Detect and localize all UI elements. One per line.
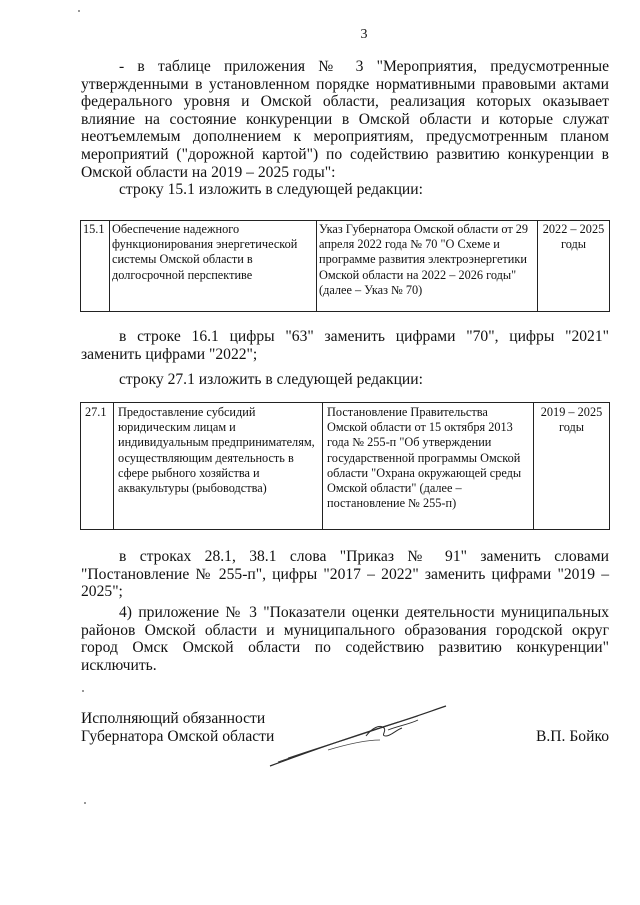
paragraph-row-15-1	[81, 181, 609, 199]
scan-speck	[78, 10, 80, 12]
paragraph-text: строку 15.1 изложить в следующей редакции:	[119, 181, 423, 198]
paragraph-row-27-1	[81, 371, 609, 389]
paragraph-text: строку 27.1 изложить в следующей редакции:	[119, 371, 423, 388]
table-row-27-1	[80, 402, 610, 530]
signatory-position	[81, 710, 274, 745]
row-number-cell: 15.1	[81, 221, 110, 312]
paragraph-table-appendix-3	[81, 58, 609, 181]
paragraph-text: в строках 28.1, 38.1 слова "Приказ № 91" заменить словами "Постановление № 255-п", цифры "2017 – 2022" заменить цифрами "2019 – 2025";	[81, 548, 609, 601]
paragraph-text: - в таблице приложения № 3 "Мероприятия, предусмотренные утвержденными в установленном порядке нормативными правовыми актами федерального уровня и Омской области, реализация которых оказывает влияние на состояние конкуренции в Омской области и которые служат неотъемлемым дополнением к мероприятиям, предусмотренным планом мероприятий ("дорожной картой") по содействию развитию конкуренции в Омской области на 2019 – 2025 годы":	[81, 58, 609, 181]
legal-act-cell: Указ Губернатора Омской области от 29 апреля 2022 года № 70 "О Схеме и программе развития электроэнергетики Омской области на 2022 – 2026 годы" (далее – Указ № 70)	[317, 221, 538, 312]
table-row	[81, 403, 610, 530]
row-number-cell: 27.1	[81, 403, 114, 530]
table-row-15-1	[80, 220, 610, 312]
event-cell: Обеспечение надежного функционирования энергетической системы Омской области в долгосрочной перспективе	[110, 221, 317, 312]
page-number: 3	[360, 27, 368, 42]
signatory-position-line: Исполняющий обязанности	[81, 710, 266, 727]
table-row	[81, 221, 610, 312]
paragraph-row-16-1	[81, 328, 609, 363]
event-cell: Предоставление субсидий юридическим лицам и индивидуальным предпринимателям, осуществляющим деятельность в сфере рыбного хозяйства и аквакультуры (рыбоводства)	[114, 403, 323, 530]
period-cell: 2019 – 2025 годы	[534, 403, 610, 530]
scan-speck	[84, 802, 86, 804]
period-cell: 2022 – 2025 годы	[538, 221, 610, 312]
handwritten-signature	[268, 700, 448, 770]
scan-speck	[82, 690, 84, 692]
legal-act-cell: Постановление Правительства Омской области от 15 октября 2013 года № 255-п "Об утверждении государственной программы Омской области "Охрана окружающей среды Омской области" (далее – постановление № 255-п)	[323, 403, 534, 530]
signatory-name: В.П. Бойко	[536, 728, 610, 745]
signatory-position-line: Губернатора Омской области	[81, 727, 275, 745]
paragraph-rows-28-1-38-1	[81, 548, 609, 601]
paragraph-text: в строке 16.1 цифры "63" заменить цифрами "70", цифры "2021" заменить цифрами "2022";	[81, 328, 609, 363]
paragraph-appendix-3-exclusion	[81, 604, 609, 674]
paragraph-text: 4) приложение № 3 "Показатели оценки деятельности муниципальных районов Омской области и муниципального образования городской округ город Омск Омской области по содействию развитию конкуренции" исключить.	[81, 604, 609, 674]
